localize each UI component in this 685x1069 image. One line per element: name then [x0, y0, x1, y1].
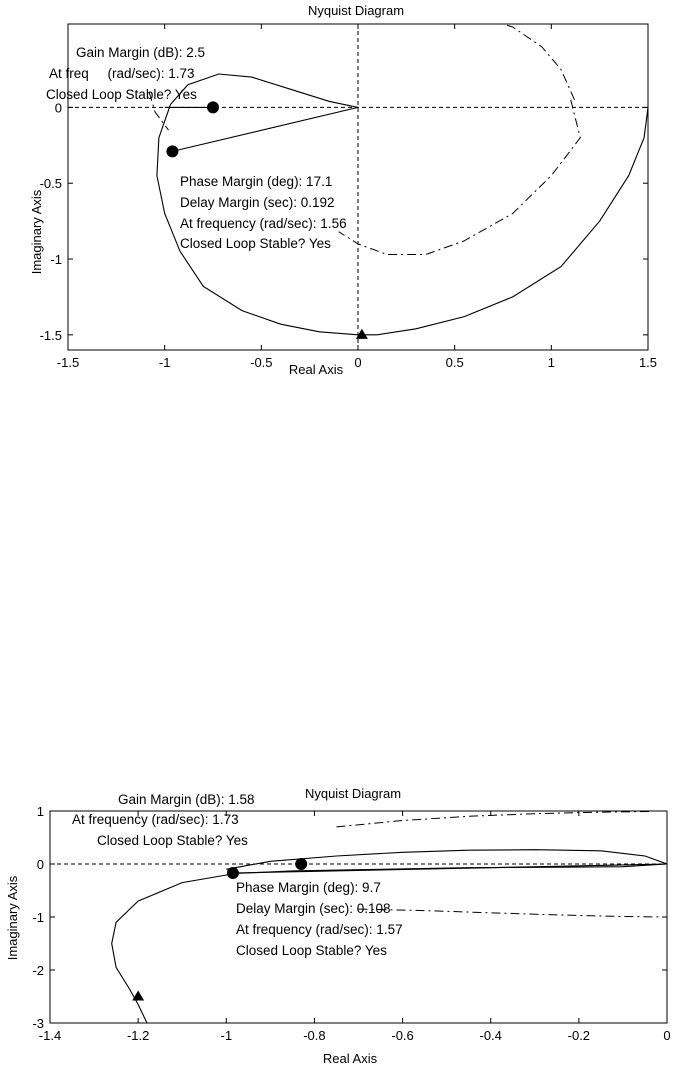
y-tick-label: -3	[32, 1016, 44, 1031]
x-tick-label: -1.4	[38, 1028, 62, 1043]
y-axis-label: Imaginary Axis	[29, 189, 44, 275]
x-tick-label: -0.4	[479, 1028, 502, 1043]
margin-point-marker	[227, 867, 239, 879]
x-axis-label: Real Axis	[322, 1051, 378, 1066]
y-tick-label: -0.5	[39, 176, 62, 192]
phase-margin-vector	[172, 107, 358, 151]
gain-stable-annotation: Closed Loop Stable? Yes	[46, 87, 197, 102]
dashdot-curve-2	[337, 812, 650, 827]
x-tick-label: -1	[220, 1028, 233, 1043]
margin-point-marker	[166, 145, 178, 157]
margin-point-marker	[207, 101, 219, 113]
phase-stable-annotation: Closed Loop Stable? Yes	[236, 943, 387, 958]
x-tick-label: -1.2	[126, 1028, 150, 1043]
y-tick-label: -1.5	[39, 327, 62, 343]
x-tick-label: 0.5	[445, 355, 464, 370]
y-tick-label: 1	[36, 804, 44, 819]
delay-margin-annotation: Delay Margin (sec): 0.108	[236, 901, 391, 916]
dashdot-curve-2	[478, 16, 575, 99]
x-tick-label: -0.5	[250, 355, 273, 370]
gain-freq-annotation: At freq (rad/sec): 1.73	[49, 66, 195, 81]
phase-freq-annotation: At frequency (rad/sec): 1.57	[236, 922, 403, 937]
y-tick-label: -1	[32, 910, 44, 925]
x-tick-label: 1.5	[638, 355, 658, 370]
nyquist-plot-1	[0, 0, 685, 390]
gain-margin-annotation: Gain Margin (dB): 1.58	[118, 792, 255, 807]
y-tick-label: -2	[32, 963, 44, 978]
x-tick-label: 0	[663, 1028, 671, 1043]
phase-freq-annotation: At frequency (rad/sec): 1.56	[180, 216, 347, 231]
y-tick-label: -1	[50, 252, 62, 268]
y-tick-label: 0	[54, 100, 62, 116]
direction-arrow-icon	[132, 991, 144, 1001]
x-tick-label: -1.5	[56, 355, 80, 370]
gain-freq-annotation: At frequency (rad/sec): 1.73	[72, 812, 239, 827]
y-tick-label: 0	[36, 857, 44, 872]
x-tick-label: 1	[547, 355, 555, 370]
dashdot-curve-3	[359, 909, 668, 917]
phase-margin-annotation: Phase Margin (deg): 17.1	[180, 174, 333, 189]
y-axis-label: Imaginary Axis	[5, 875, 20, 961]
x-tick-label: -1	[158, 355, 171, 370]
phase-stable-annotation: Closed Loop Stable? Yes	[180, 236, 331, 251]
phase-margin-annotation: Phase Margin (deg): 9.7	[236, 880, 381, 895]
gain-stable-annotation: Closed Loop Stable? Yes	[97, 833, 248, 848]
nyquist-plot-2	[0, 780, 685, 1069]
margin-point-marker	[295, 858, 307, 870]
chart-title: Nyquist Diagram	[307, 3, 405, 18]
x-tick-label: -0.6	[391, 1028, 414, 1043]
x-tick-label: -0.8	[303, 1028, 326, 1043]
nyquist-curve-0	[112, 864, 667, 1023]
x-tick-label: 0	[354, 355, 362, 370]
delay-margin-annotation: Delay Margin (sec): 0.192	[180, 195, 335, 210]
gain-margin-annotation: Gain Margin (dB): 2.5	[76, 45, 206, 60]
dashdot-curve-1	[339, 100, 581, 255]
chart-title: Nyquist Diagram	[304, 786, 402, 801]
x-tick-label: -0.2	[567, 1028, 591, 1043]
x-axis-label: Real Axis	[288, 362, 344, 377]
